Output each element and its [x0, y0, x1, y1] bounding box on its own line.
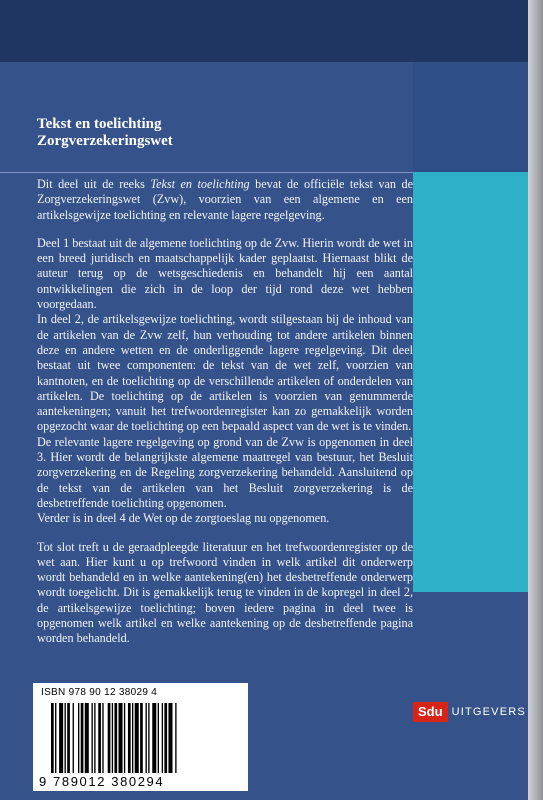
page-edge: [528, 0, 543, 800]
sdu-logo-mark: Sdu: [413, 702, 448, 722]
paragraph-intro: [37, 177, 413, 223]
top-band: [0, 0, 528, 62]
cyan-accent-bar: [413, 172, 528, 592]
publisher-logo: [413, 702, 526, 722]
description-text: [37, 177, 413, 660]
intro-text-start: Dit deel uit de reeks: [37, 177, 151, 191]
barcode-digits: 9 789012 380294: [39, 774, 165, 789]
paragraph-deel-1: Deel 1 bestaat uit de algemene toelichting op de Zvw. Hierin wordt de wet in een breed juridisch en maatschappelijk kader geplaatst. Hiernaast blikt de auteur terug op de wetsgeschiedenis en behandelt hij een aantal ontwikkelingen die zich in de loop der tijd rond deze wet hebben voorgedaan.: [37, 235, 413, 312]
series-title-line2: Zorgverzekeringswet: [37, 133, 173, 149]
paragraph-deel-2: In deel 2, de artikelsgewijze toelichting, wordt stilgestaan bij de inhoud van de artikelen van de Zvw zelf, hun verhouding tot andere artikelen binnen deze en andere wetten en de onderliggende lagere regelgeving. Dit deel bestaat uit twee componenten: de tekst van de wet zelf, voorzien van kantnoten, en de toelichting op de verschillende artikelen of onderdelen van artikelen. De toelichting op de artikelen is voorzien van genummerde aantekeningen; vanuit het trefwoordenregister kan zo gemakkelijk worden opgezocht waar de toelichting op een bepaald aspect van de wet is te vinden.: [37, 312, 413, 434]
panel-right-block: [413, 62, 528, 172]
isbn-label: ISBN 978 90 12 38029 4: [41, 687, 158, 698]
series-title: [37, 116, 173, 150]
barcode-bars: [51, 703, 239, 773]
paragraph-deel-3: De relevante lagere regelgeving op grond van de Zvw is opgenomen in deel 3. Hier wordt de belangrijkste algemene maatregel van bestuur, het Besluit zorgverzekering en de Regeling zorgverzekering behandeld. Aansluitend op de tekst van de artikelen van het Besluit zorgverzekering is de desbetreffende toelichting opgenomen.: [37, 434, 413, 510]
barcode-box: [33, 683, 248, 791]
paragraph-deel-4: Verder is in deel 4 de Wet op de zorgtoeslag nu opgenomen.: [37, 511, 330, 526]
intro-series-name: Tekst en toelichting: [150, 177, 250, 191]
intro-text-end: bevat de officiële tekst van de Zorgverzekeringswet (Zvw), voorzien van een algemene en een artikelsgewijze toelichting en relevante lagere regelgeving.: [37, 177, 414, 222]
header-divider: [0, 172, 413, 173]
publisher-name: UITGEVERS: [451, 706, 526, 718]
series-title-line1: Tekst en toelichting: [37, 116, 162, 132]
paragraph-register: Tot slot treft u de geraadpleegde literatuur en het trefwoordenregister op de wet aan. Hier kunt u op trefwoord vinden in welk artikel dit onderwerp wordt behandeld en in welke aantekening(en) het desbetreffende onderwerp wordt toegelicht. Dit is gemakkelijk terug te vinden in de kopregel in deel 2, de artikelsgewijze toelichting; boven iedere pagina in deel twee is opgenomen welk artikel en welke aantekening op de desbetreffende pagina worden behandeld.: [37, 539, 413, 646]
